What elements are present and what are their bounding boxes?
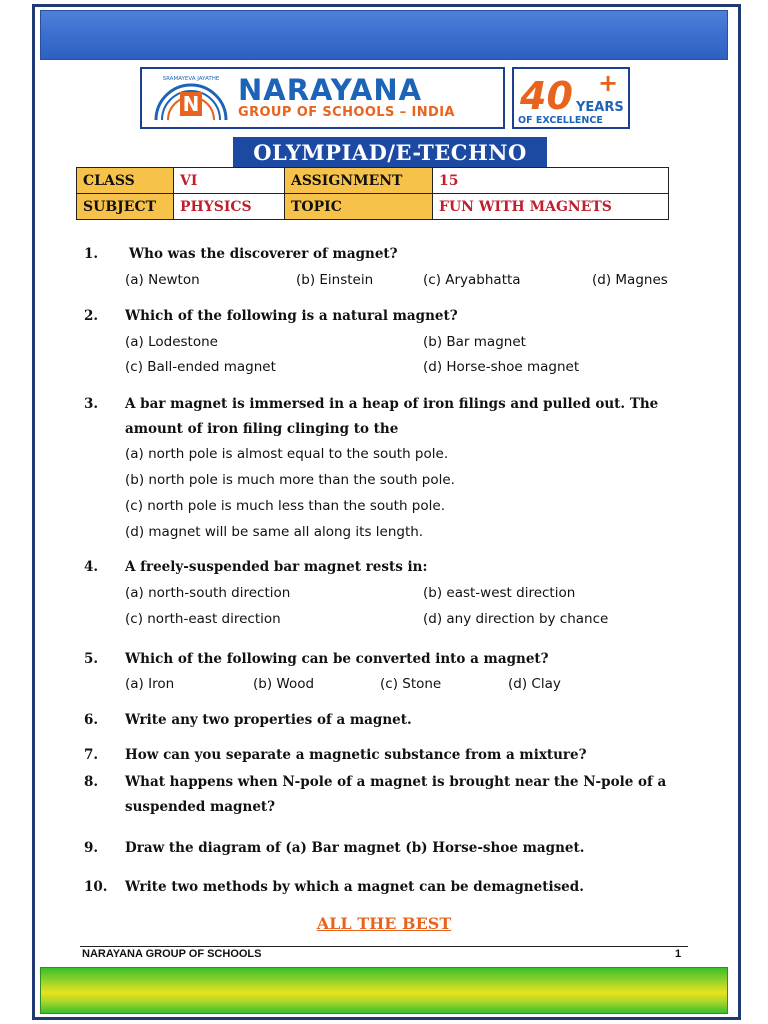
question-option: (d) Clay: [508, 676, 561, 692]
footer-band: [40, 967, 728, 1014]
question-text: Write two methods by which a magnet can be demagnetised.: [125, 879, 584, 895]
question-text: Who was the discoverer of magnet?: [129, 246, 398, 262]
emblem-letter: N: [182, 92, 200, 116]
topic-label: TOPIC: [285, 194, 433, 220]
assignment-label: ASSIGNMENT: [285, 168, 433, 194]
question-number: 10.: [84, 879, 108, 895]
question-text: What happens when N-pole of a magnet is brought near the N-pole of a: [125, 774, 667, 790]
question-number: 7.: [84, 747, 99, 763]
question-number: 4.: [84, 559, 99, 575]
years-subtitle: OF EXCELLENCE: [518, 115, 603, 126]
subject-value: PHYSICS: [174, 194, 285, 220]
question-number: 2.: [84, 308, 99, 324]
question-option: (c) north-east direction: [125, 611, 281, 627]
assignment-info-table: [76, 167, 669, 220]
class-value: VI: [174, 168, 285, 194]
page-number: 1: [675, 948, 682, 960]
question-text: How can you separate a magnetic substance from a mixture?: [125, 747, 587, 763]
question-option: (b) north pole is much more than the south pole.: [125, 472, 455, 488]
question-option: (a) Lodestone: [125, 334, 218, 350]
question-number: 9.: [84, 840, 99, 856]
question-option: (d) any direction by chance: [423, 611, 609, 627]
narayana-emblem-icon: [148, 70, 234, 126]
question-option: (a) Iron: [125, 676, 175, 692]
question-option: (b) Einstein: [296, 272, 374, 288]
question-option: (a) north pole is almost equal to the south pole.: [125, 446, 449, 462]
assignment-value: 15: [433, 168, 669, 194]
forty-years-badge: [512, 67, 630, 129]
question-number: 5.: [84, 651, 99, 667]
question-option: (c) Aryabhatta: [423, 272, 521, 288]
emblem-arc-text: SRAMAYEVA JAYATHE: [162, 76, 220, 82]
question-text: A bar magnet is immersed in a heap of iron filings and pulled out. The: [125, 396, 659, 412]
question-option: (a) Newton: [125, 272, 200, 288]
question-option: (d) Magnes: [592, 272, 668, 288]
question-option: (a) north-south direction: [125, 585, 291, 601]
question-option: (b) east-west direction: [423, 585, 576, 601]
class-label: CLASS: [77, 168, 174, 194]
logo-name: NARAYANA: [238, 73, 423, 107]
header-band: [40, 10, 728, 60]
question-option: (c) Ball-ended magnet: [125, 359, 276, 375]
question-option: (c) Stone: [380, 676, 442, 692]
question-option: (d) Horse-shoe magnet: [423, 359, 580, 375]
years-plus: +: [598, 69, 619, 97]
question-option: (b) Wood: [253, 676, 315, 692]
question-text: Draw the diagram of (a) Bar magnet (b) Horse-shoe magnet.: [125, 840, 585, 856]
question-option: (d) magnet will be same all along its length.: [125, 524, 424, 540]
topic-value: FUN WITH MAGNETS: [433, 194, 669, 220]
years-number: 40: [520, 74, 573, 118]
years-word: YEARS: [576, 100, 624, 115]
question-number: 8.: [84, 774, 99, 790]
question-option: (c) north pole is much less than the south pole.: [125, 498, 445, 514]
question-text-continued: suspended magnet?: [125, 799, 276, 815]
question-text: Which of the following is a natural magnet?: [125, 308, 458, 324]
question-text-continued: amount of iron filing clinging to the: [125, 421, 399, 437]
subject-label: SUBJECT: [77, 194, 174, 220]
footer-divider: [80, 946, 688, 947]
logo-subtitle: GROUP OF SCHOOLS – INDIA: [238, 105, 455, 120]
question-text: A freely-suspended bar magnet rests in:: [125, 559, 428, 575]
title-banner: OLYMPIAD/E-TECHNO: [233, 137, 547, 167]
question-number: 1.: [84, 246, 99, 262]
question-number: 6.: [84, 712, 99, 728]
narayana-logo: [140, 67, 505, 129]
footer-school-name: NARAYANA GROUP OF SCHOOLS: [82, 948, 262, 960]
question-number: 3.: [84, 396, 99, 412]
question-text: Write any two properties of a magnet.: [125, 712, 412, 728]
question-text: Which of the following can be converted into a magnet?: [125, 651, 549, 667]
question-option: (b) Bar magnet: [423, 334, 526, 350]
closing-message: ALL THE BEST: [316, 914, 452, 933]
